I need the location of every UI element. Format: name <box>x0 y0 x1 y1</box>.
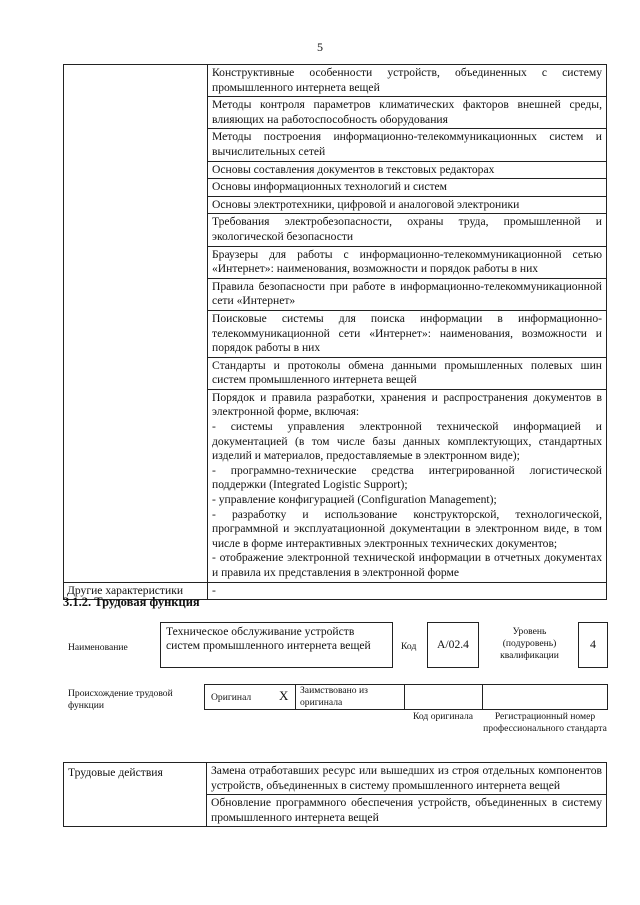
code-value: A/02.4 <box>437 638 469 651</box>
borrowed-label: Заимствовано из оригинала <box>300 685 368 708</box>
knowledge-row: Методы построения информационно-телекоммуникационных систем и вычислительных сетей <box>208 129 607 161</box>
knowledge-row: Браузеры для работы с информационно-телекоммуникационной сетью «Интернет»: наименования, возможности и порядок работы в них <box>208 246 607 278</box>
knowledge-left-cell <box>64 65 208 583</box>
knowledge-row: Методы контроля параметров климатических факторов внешней среды, влияющих на работоспособность оборудования <box>208 97 607 129</box>
knowledge-row-documents <box>208 389 607 582</box>
level-value-box <box>578 622 608 668</box>
labor-actions-label: Трудовые действия <box>64 763 207 827</box>
function-name-box <box>160 622 393 668</box>
section-title: 3.1.2. Трудовая функция <box>63 595 200 609</box>
code-value-box <box>427 622 479 668</box>
function-name-value: Техническое обслуживание устройств систем промышленного интернета вещей <box>166 625 371 652</box>
original-code-caption: Код оригинала <box>412 711 474 722</box>
knowledge-row: Правила безопасности при работе в информационно-телекоммуникационной сети «Интернет» <box>208 278 607 310</box>
documents-item: - отображение электронной технической информации в отчетных документах и правила их представления в электронной форме <box>212 551 602 579</box>
origin-divider <box>295 684 296 710</box>
name-label: Наименование <box>68 642 128 653</box>
labor-actions-table <box>63 762 607 827</box>
origin-divider <box>404 684 405 710</box>
origin-label: Происхождение трудовой функции <box>68 688 173 711</box>
labor-action-row: Обновление программного обеспечения устройств, объединенных в систему промышленного интернета вещей <box>207 795 607 827</box>
code-label: Код <box>401 641 417 652</box>
knowledge-row: Поисковые системы для поиска информации в информационно-телекоммуникационной сети «Интернет»: наименования, возможности и порядок работы в них <box>208 310 607 357</box>
labor-action-row: Замена отработавших ресурс или вышедших из строя отдельных компонентов устройств, объединенных в систему промышленного интернета вещей <box>207 763 607 795</box>
other-characteristics-value: - <box>208 582 607 600</box>
origin-divider <box>482 684 483 710</box>
knowledge-row: Основы электротехники, цифровой и аналоговой электроники <box>208 196 607 214</box>
documents-item: - управление конфигурацией (Configuration Management); <box>212 493 497 507</box>
documents-item: - системы управления электронной технической информацией и документацией (в том числе базы данных комплектующих, стандартных изделий и материалов, предоставляемые в электронном виде); <box>212 420 602 463</box>
knowledge-table <box>63 64 607 600</box>
registration-number-caption: Регистрационный номер профессионального стандарта <box>483 711 607 734</box>
other-characteristics-label: Другие характеристики <box>64 582 208 600</box>
level-value: 4 <box>590 637 596 651</box>
knowledge-row: Стандарты и протоколы обмена данными промышленных полевых шин систем промышленного интернета вещей <box>208 357 607 389</box>
knowledge-row: Требования электробезопасности, охраны труда, промышленной и экологической безопасности <box>208 214 607 246</box>
knowledge-row: Основы составления документов в текстовых редакторах <box>208 161 607 179</box>
knowledge-row: Конструктивные особенности устройств, объединенных с системy промышленного интернета вещей <box>208 65 607 97</box>
documents-intro: Порядок и правила разработки, хранения и распространения документов в электронной форме, включая: <box>212 390 602 419</box>
page-number: 5 <box>317 40 323 54</box>
origin-row <box>204 684 608 710</box>
documents-item: - разработку и использование конструкторской, технологической, программной и эксплуатационной документации в электронном виде, в том числе в форме интерактивных электронных технических документов; <box>212 507 602 550</box>
knowledge-row: Основы информационных технологий и систем <box>208 179 607 197</box>
level-label: Уровень (подуровень) квалификации <box>500 626 559 661</box>
original-label: Оригинал <box>211 692 252 703</box>
documents-item: - программно-технические средства интегрированной логистической поддержки (Integrated Logistic Support); <box>212 463 602 492</box>
original-mark: X <box>279 688 289 703</box>
